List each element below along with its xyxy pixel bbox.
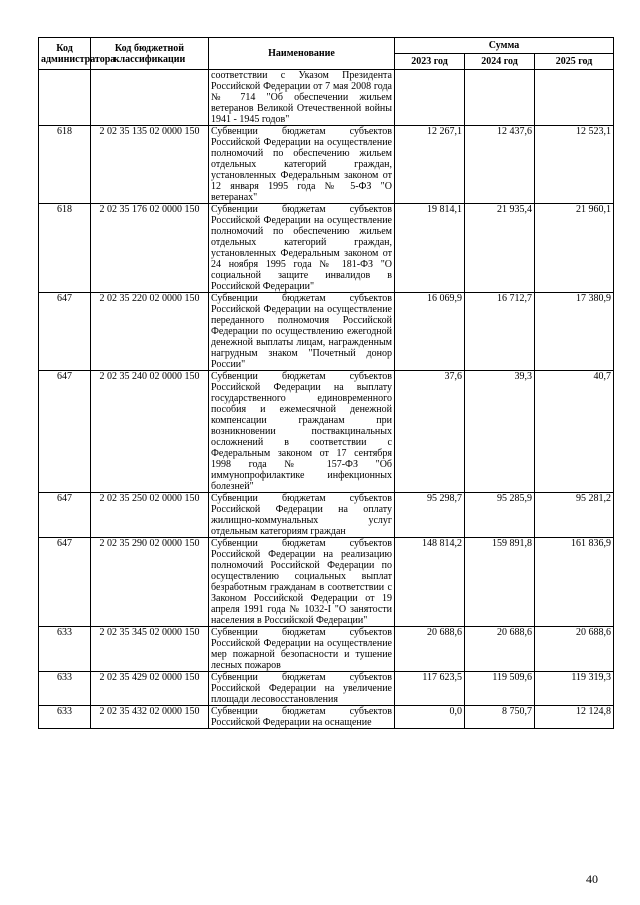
header-name: Наименование: [209, 38, 395, 70]
row-sum-2023: 117 623,5: [395, 672, 465, 706]
table-row: [39, 70, 614, 126]
row-sum-2024: 20 688,6: [465, 627, 535, 672]
header-year-2023: 2023 год: [395, 54, 465, 70]
row-sum-2023: 0,0: [395, 706, 465, 729]
budget-table: [38, 37, 614, 729]
row-sum-2023: 12 267,1: [395, 126, 465, 204]
row-admin-code: 618: [39, 204, 91, 293]
row-sum-2024: 119 509,6: [465, 672, 535, 706]
header-admin-code: Код администратора: [39, 38, 91, 70]
row-kbk: 2 02 35 290 02 0000 150: [91, 538, 209, 627]
row-sum-2023: [395, 70, 465, 126]
row-name: Субвенции бюджетам субъектов Российской Федерации на оплату жилищно-коммунальных услуг отдельным категориям граждан: [209, 493, 395, 538]
row-sum-2024: 12 437,6: [465, 126, 535, 204]
row-sum-2025: 12 124,8: [535, 706, 614, 729]
row-kbk: 2 02 35 220 02 0000 150: [91, 293, 209, 371]
row-sum-2025: 161 836,9: [535, 538, 614, 627]
row-admin-code: 647: [39, 293, 91, 371]
row-admin-code: 633: [39, 627, 91, 672]
row-name: соответствии с Указом Президента Российской Федерации от 7 мая 2008 года № 714 "Об обеспечении жильем ветеранов Великой Отечественной войны 1941 - 1945 годов": [209, 70, 395, 126]
header-kbk: Код бюджетной классификации: [91, 38, 209, 70]
header-year-2024: 2024 год: [465, 54, 535, 70]
row-name: Субвенции бюджетам субъектов Российской Федерации на выплату государственного единовременного пособия и ежемесячной денежной компенсации гражданам при возникновении поствакцинальных осложнений в соответствии с Федеральным законом от 17 сентября 1998 года № 157-ФЗ "Об иммунопрофилактике инфекционных болезней": [209, 371, 395, 493]
row-sum-2023: 148 814,2: [395, 538, 465, 627]
table-row: [39, 672, 614, 706]
row-name: Субвенции бюджетам субъектов Российской Федерации на осуществление полномочий по обеспечению жильем отдельных категорий граждан, установленных Федеральным законом от 24 ноября 1995 года № 181-ФЗ "О социальной защите инвалидов в Российской Федерации": [209, 204, 395, 293]
row-sum-2025: 40,7: [535, 371, 614, 493]
table-row: [39, 371, 614, 493]
row-name: Субвенции бюджетам субъектов Российской Федерации на оснащение: [209, 706, 395, 729]
table-row: [39, 627, 614, 672]
row-kbk: 2 02 35 250 02 0000 150: [91, 493, 209, 538]
row-kbk: 2 02 35 432 02 0000 150: [91, 706, 209, 729]
row-name: Субвенции бюджетам субъектов Российской Федерации на осуществление переданного полномочия Российской Федерации по осуществлению ежегодной денежной выплаты лицам, награжденным нагрудным знаком "Почетный донор России": [209, 293, 395, 371]
row-sum-2025: 95 281,2: [535, 493, 614, 538]
header-year-2025: 2025 год: [535, 54, 614, 70]
row-sum-2023: 19 814,1: [395, 204, 465, 293]
page-number: 40: [586, 872, 598, 886]
row-name: Субвенции бюджетам субъектов Российской Федерации на осуществление полномочий по обеспечению жильем отдельных категорий граждан, установленных Федеральным законом от 12 января 1995 года № 5-ФЗ "О ветеранах": [209, 126, 395, 204]
row-name: Субвенции бюджетам субъектов Российской Федерации на реализацию полномочий Российской Федерации по осуществлению социальных выплат безработным гражданам в соответствии с Законом Российской Федерации от 19 апреля 1991 года № 1032-I "О занятости населения в Российской Федерации": [209, 538, 395, 627]
row-admin-code: 647: [39, 493, 91, 538]
row-sum-2024: 95 285,9: [465, 493, 535, 538]
table-row: [39, 126, 614, 204]
row-sum-2025: 17 380,9: [535, 293, 614, 371]
row-sum-2025: 21 960,1: [535, 204, 614, 293]
row-admin-code: 633: [39, 706, 91, 729]
table-row: [39, 538, 614, 627]
row-sum-2025: 20 688,6: [535, 627, 614, 672]
row-kbk: [91, 70, 209, 126]
row-name: Субвенции бюджетам субъектов Российской Федерации на увеличение площади лесовосстановления: [209, 672, 395, 706]
table-row: [39, 204, 614, 293]
table-row: [39, 293, 614, 371]
row-admin-code: 633: [39, 672, 91, 706]
header-sum: Сумма: [395, 38, 614, 54]
row-kbk: 2 02 35 429 02 0000 150: [91, 672, 209, 706]
row-sum-2024: 16 712,7: [465, 293, 535, 371]
row-kbk: 2 02 35 176 02 0000 150: [91, 204, 209, 293]
row-sum-2024: 21 935,4: [465, 204, 535, 293]
row-sum-2023: 37,6: [395, 371, 465, 493]
table-row: [39, 493, 614, 538]
row-admin-code: 647: [39, 371, 91, 493]
row-sum-2023: 95 298,7: [395, 493, 465, 538]
table-row: [39, 706, 614, 729]
row-sum-2024: 159 891,8: [465, 538, 535, 627]
row-sum-2024: 8 750,7: [465, 706, 535, 729]
row-sum-2025: 119 319,3: [535, 672, 614, 706]
row-sum-2025: 12 523,1: [535, 126, 614, 204]
row-sum-2023: 16 069,9: [395, 293, 465, 371]
row-sum-2025: [535, 70, 614, 126]
row-kbk: 2 02 35 135 02 0000 150: [91, 126, 209, 204]
row-admin-code: 647: [39, 538, 91, 627]
row-sum-2023: 20 688,6: [395, 627, 465, 672]
row-kbk: 2 02 35 240 02 0000 150: [91, 371, 209, 493]
row-admin-code: [39, 70, 91, 126]
row-admin-code: 618: [39, 126, 91, 204]
row-name: Субвенции бюджетам субъектов Российской Федерации на осуществление мер пожарной безопасности и тушение лесных пожаров: [209, 627, 395, 672]
row-sum-2024: [465, 70, 535, 126]
row-kbk: 2 02 35 345 02 0000 150: [91, 627, 209, 672]
row-sum-2024: 39,3: [465, 371, 535, 493]
